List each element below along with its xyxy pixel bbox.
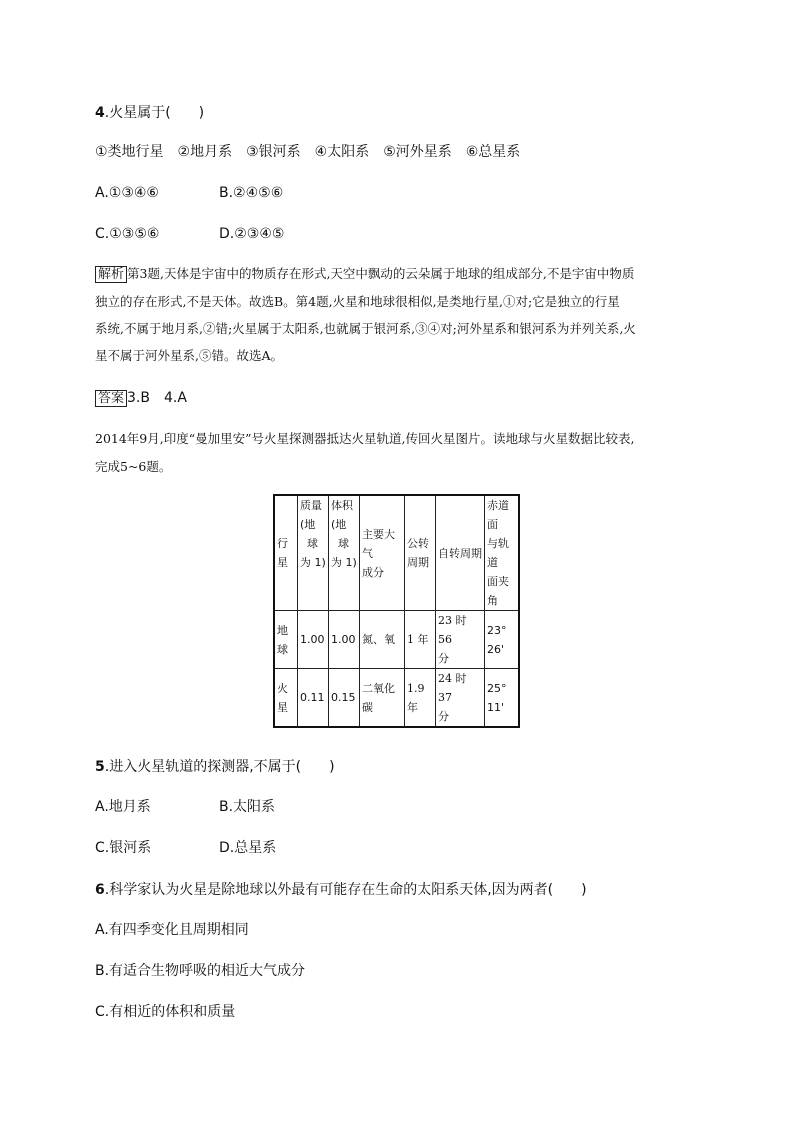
analysis-line: 星不属于河外星系,⑤错。故选A。: [95, 348, 284, 363]
option-a: A.地月系: [95, 799, 151, 815]
cell-planet: 火 星: [274, 669, 298, 728]
question-text: .火星属于( ): [104, 105, 205, 121]
cell-atmosphere: 二氧化 碳: [360, 669, 405, 728]
header-revolution: 公转 周期: [405, 495, 436, 611]
question-number: 5: [95, 759, 105, 775]
header-tilt: 赤道面 与轨道 面夹角: [485, 495, 520, 611]
answer-tag: 答案: [95, 390, 127, 407]
option-b: B.②④⑤⑥: [219, 185, 284, 201]
cell-planet: 地 球: [274, 611, 298, 669]
option-a: A.有四季变化且周期相同: [95, 922, 249, 938]
question-6-stem: [95, 880, 587, 900]
option-c: C.①③⑤⑥: [95, 226, 160, 242]
intro-line: 完成5~6题。: [95, 459, 172, 474]
header-atmosphere: 主要大 气 成分: [360, 495, 405, 611]
cell-revolution: 1.9 年: [405, 669, 436, 728]
question-text: .科学家认为火星是除地球以外最有可能存在生命的太阳系天体,因为两者( ): [104, 882, 587, 898]
cell-mass: 0.11: [298, 669, 329, 728]
question-number: 4: [95, 105, 105, 121]
table-header-row: [274, 495, 519, 611]
table-row: [274, 669, 519, 728]
question-4-items: ①类地行星 ②地月系 ③银河系 ④太阳系 ⑤河外星系 ⑥总星系: [95, 144, 521, 160]
cell-tilt: 23° 26': [485, 611, 520, 669]
cell-volume: 0.15: [329, 669, 360, 728]
analysis-line: 独立的存在形式,不是天体。故选B。第4题,火星和地球很相似,是类地行星,①对;它是独立的行星: [95, 294, 620, 309]
analysis-line: 解析 第3题,天体是宇宙中的物质存在形式,天空中飘动的云朵属于地球的组成部分,不是宇宙中物质: [95, 260, 695, 288]
planet-data-table: [273, 494, 520, 728]
analysis-line: 系统,不属于地月系,②错;火星属于太阳系,也就属于银河系,③④对;河外星系和银河系为并列关系,火: [95, 321, 636, 336]
option-a: A.①③④⑥: [95, 185, 159, 201]
table-row: [274, 611, 519, 669]
header-planet: 行 星: [274, 495, 298, 611]
answer-text: 3.B 4.A: [127, 390, 187, 406]
cell-volume: 1.00: [329, 611, 360, 669]
header-volume: 体积 (地 球 为 1): [329, 495, 360, 611]
header-rotation: 自转周期: [436, 495, 485, 611]
option-d: D.总星系: [219, 840, 277, 856]
cell-atmosphere: 氮、氧: [360, 611, 405, 669]
intro-block: [95, 425, 695, 481]
cell-revolution: 1 年: [405, 611, 436, 669]
cell-rotation: 24 时 37 分: [436, 669, 485, 728]
intro-line: 2014年9月,印度“曼加里安”号火星探测器抵达火星轨道,传回火星图片。读地球与火星数据比较表,: [95, 431, 635, 446]
option-d: D.②③④⑤: [219, 226, 285, 242]
option-c: C.银河系: [95, 840, 152, 856]
question-4-stem: [95, 103, 204, 123]
option-b: B.太阳系: [219, 799, 276, 815]
question-5-stem: [95, 757, 335, 777]
question-text: .进入火星轨道的探测器,不属于( ): [104, 759, 335, 775]
cell-rotation: 23 时 56 分: [436, 611, 485, 669]
analysis-block: [95, 260, 695, 369]
option-b: B.有适合生物呼吸的相近大气成分: [95, 963, 306, 979]
cell-mass: 1.00: [298, 611, 329, 669]
header-mass: 质量 (地 球 为 1): [298, 495, 329, 611]
question-number: 6: [95, 882, 105, 898]
answer-line: [95, 388, 187, 409]
option-c: C.有相近的体积和质量: [95, 1004, 236, 1020]
analysis-tag: 解析: [95, 266, 127, 283]
cell-tilt: 25° 11': [485, 669, 520, 728]
